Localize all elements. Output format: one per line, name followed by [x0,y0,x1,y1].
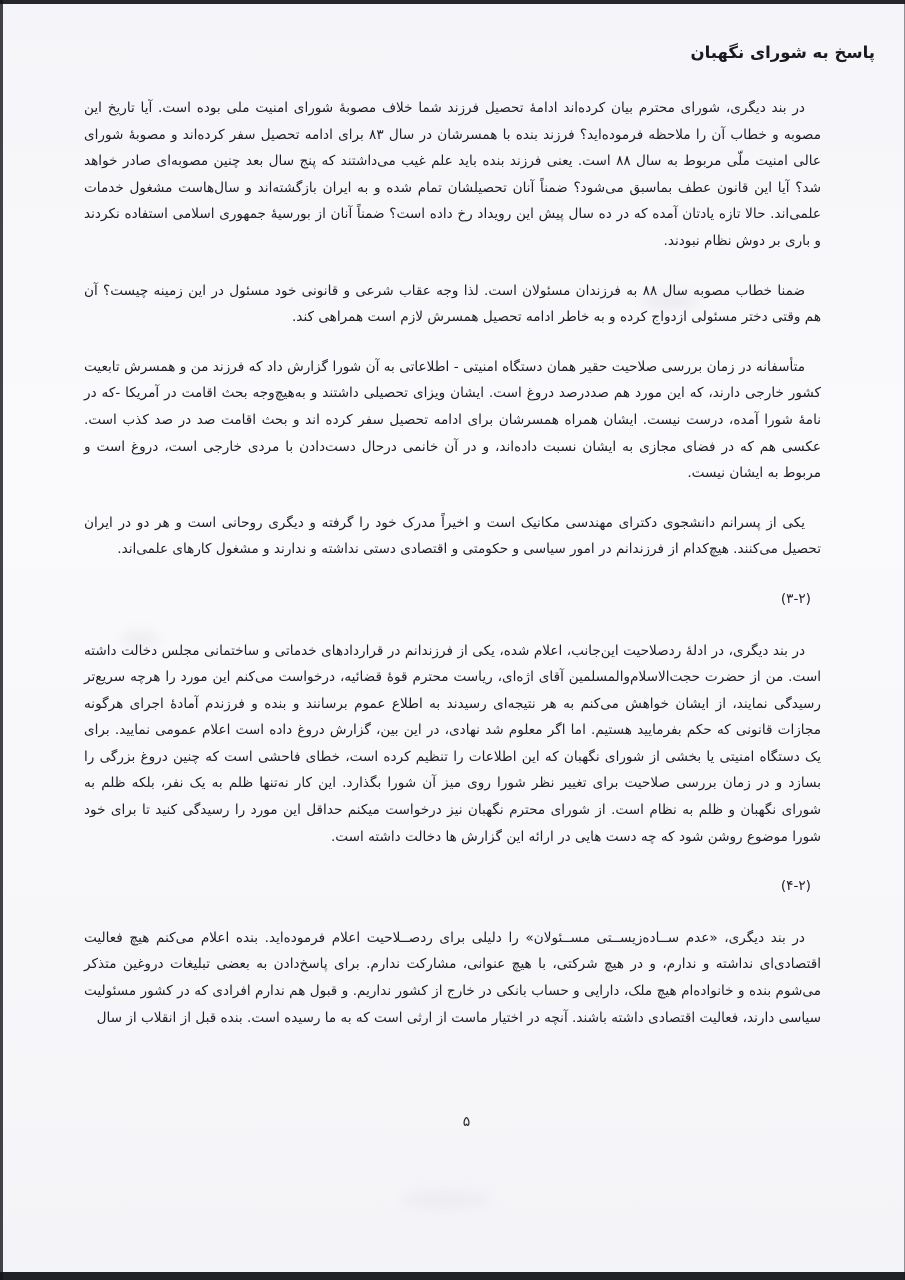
page-number: ۵ [462,1114,471,1130]
scan-smudge [400,1190,490,1210]
document-title: پاسخ به شورای نگهبان [690,43,875,62]
section-marker [84,586,821,613]
paragraph: یکی از پسرانم دانشجوی دکترای مهندسی مکانیک است و اخیراً مدرک خود را گرفته و دیگری روحانی است و هر دو در ایران تحصیل می‌کنند. هیچ‌کدام از فرزندانم در امور سیاسی و حکومتی و اقتصادی دستی نداشته و ندارند و مشغول کارهای علمی‌اند. [84,514,821,558]
scan-edge-left [0,0,3,1280]
paragraph: در بند دیگری، در ادلهٔ ردصلاحیت این‌جانب، اعلام شده، یکی از فرزندانم در قراردادهای خدماتی و ساختمانی مجلس دخالت داشته است. من از حضرت حجت‌الاسلام‌والمسلمین آقای اژه‌ای، ریاست محترم قوهٔ قضائیه، درخواست می‌کنم این مورد را هرچه سریع‌تر رسیدگی نمایند، از ایشان خواهش می‌کنم به هر نتیجه‌ای رسیدند به اطلاع عموم برسانند و بنده و فرزندم آمادهٔ اجرای هرگونه مجازات قانونی که حکم بفرمایید هستیم. اما اگر معلوم شد نهادی، در این بین، گزارش دروغ داده است اعلام عمومی نمایید. برای یک دستگاه امنیتی یا بخشی از شورای نگهبان که این اطلاعات را تنظیم کرده است، خطای فاحشی است که چنین دروغ بزرگی را بسازد و در زمان بررسی صلاحیت برای تغییر نظر شورا روی میز آن شورا بگذارد. این کار نه‌تنها ظلم به یک نفر، بلکه ظلم به شورای نگهبان و ظلم به نظام است. از شورای محترم نگهبان نیز درخواست میکنم حداقل این مورد را رسیدگی کنید تا برای خود شورا موضوع روشن شود که چه دست هایی در ارائه این گزارش ها دخالت داشته است. [84,642,821,845]
paragraph: ضمنا خطاب مصوبه سال ۸۸ به فرزندان مسئولان است. لذا وجه عقاب شرعی و قانونی خود مسئول در این زمینه چیست؟ آن هم وقتی دختر مسئولی ازدواج کرده و به خاطر ادامه تحصیل همسرش لازم است همراهی کند. [84,282,821,326]
paragraph: در بند دیگری، شورای محترم بیان کرده‌اند ادامهٔ تحصیل فرزند شما خلاف مصوبهٔ شورای امنیت ملی بوده است. آیا تاریخ این مصوبه و خطاب آن را ملاحظه فرموده‌اید؟ فرزند بنده با همسرشان در سال ۸۳ برای ادامه تحصیل سفر کرده‌اند و مصوبهٔ شورای عالی امنیت ملّی مربوط به سال ۸۸ است. یعنی فرزند بنده باید علم غیب می‌داشتند که پنج سال بعد چنین مصوبه‌ای صادر خواهد شد؟ آیا این قانون عطف بماسبق می‌شود؟ ضمناً آنان تحصیلشان تمام شده و به ایران بازگشته‌اند و سال‌هاست مشغول خدمات علمی‌اند. حالا تازه یادتان آمده که در ده سال پیش این رویداد رخ داده است؟ ضمناً آنان از بورسیهٔ جمهوری اسلامی استفاده نکردند و باری بر دوش نظام نبودند. [84,100,822,249]
paragraph: در بند دیگری، «عدم ســاده‌زیســتی مســئولان» را دلیلی برای ردصــلاحیت اعلام فرموده‌اید. بنده اعلام می‌کنم هیچ فعالیت اقتصادی‌ای نداشته و ندارم، و در هیچ شرکتی، با هیچ عنوانی، مشارکت ندارم. برای پاسخ‌دادن به بعضی تبلیغات دروغین متذکر می‌شوم بنده و خانواده‌ام هیچ ملک، دارایی و حساب بانکی در خارج از کشور نداریم. و قبول هم ندارم افرادی که در کشور مسئولیت سیاسی دارند، فعالیت اقتصادی داشته باشند. آنچه در اختیار ماست از ارثی است که به ما رسیده است. بنده قبل از انقلاب از سال [84,929,821,1026]
section-marker-label: (۴-۲) [780,878,811,895]
section-marker [84,873,821,900]
scan-edge-bottom [0,1272,905,1280]
document-body [84,95,821,1054]
section-marker-label: (۳-۲) [780,590,811,607]
paragraph: متأسفانه در زمان بررسی صلاحیت حقیر همان دستگاه امنیتی - اطلاعاتی به آن شورا گزارش داد که فرزند من و همسرش تابعیت کشور خارجی دارند، که این مورد هم صددرصد دروغ است. ایشان ویزای تحصیلی داشتند و به‌هیچ‌وجه بحث اقامت در آمریکا -که در نامهٔ شورا آمده، درست نیست. ایشان همراه همسرشان برای ادامه تحصیل سفر کرده اند و بحث اقامت صد در صد کذب است. عکسی هم که در فضای مجازی به ایشان نسبت داده‌اند، و در آن خانمی درحال دست‌دادن با مردی خارجی است، دروغ است و مربوط به ایشان نیست. [84,358,821,482]
scan-edge-top [0,0,905,4]
